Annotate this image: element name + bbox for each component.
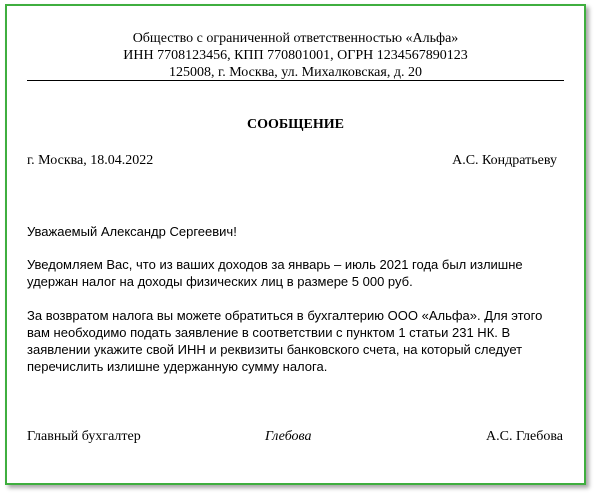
letter-paragraph-1 xyxy=(27,256,547,290)
paragraph-line: Уведомляем Вас, что из ваших доходов за январь – июль 2021 года был излишне xyxy=(27,257,523,272)
organization-registration: ИНН 7708123456, КПП 770801001, ОГРН 1234567890123 xyxy=(123,48,468,63)
organization-name: Общество с ограниченной ответственностью «Альфа» xyxy=(132,31,459,46)
paragraph-line: вам необходимо подать заявление в соответствии с пунктом 1 статьи 231 НК. В xyxy=(27,325,511,340)
signatory-role: Главный бухгалтер xyxy=(27,429,141,444)
document-frame xyxy=(5,4,586,485)
paragraph-line: За возвратом налога вы можете обратиться в бухгалтерию ООО «Альфа». Для этого xyxy=(27,308,543,323)
header-divider xyxy=(27,80,564,81)
place-date: г. Москва, 18.04.2022 xyxy=(27,153,154,168)
letter-greeting: Уважаемый Александр Сергеевич! xyxy=(27,224,237,239)
recipient: А.С. Кондратьеву xyxy=(452,153,557,168)
handwritten-signature: Глебова xyxy=(265,429,312,444)
signatory-name: А.С. Глебова xyxy=(486,429,563,444)
organization-address: 125008, г. Москва, ул. Михалковская, д. 20 xyxy=(169,65,422,80)
organization-header xyxy=(7,30,584,81)
paragraph-line: перечислить излишне удержанную сумму налога. xyxy=(27,359,328,374)
paragraph-line: удержан налог на доходы физических лиц в размере 5 000 руб. xyxy=(27,274,413,289)
paragraph-line: заявлении укажите свой ИНН и реквизиты банковского счета, на который следует xyxy=(27,342,523,357)
document-title: СООБЩЕНИЕ xyxy=(247,117,344,132)
letter-paragraph-2 xyxy=(27,307,547,375)
